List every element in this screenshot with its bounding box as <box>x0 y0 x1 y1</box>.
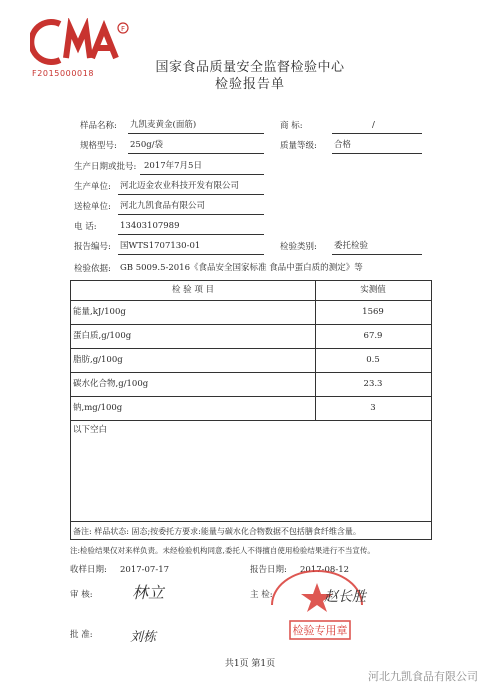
svg-text:刘栋: 刘栋 <box>130 630 157 645</box>
row-divider <box>71 521 431 522</box>
underline <box>128 153 264 154</box>
trademark-label: 商 标: <box>280 121 303 131</box>
report-date-label: 报告日期: <box>250 565 287 575</box>
underline <box>332 254 422 255</box>
basis-label: 检验依据: <box>74 264 111 274</box>
table-header-item: 检 验 项 目 <box>171 285 215 295</box>
report-date-value: 2017-08-12 <box>300 565 350 575</box>
table-row-item: 能量,kJ/100g <box>73 307 126 317</box>
basis-value: GB 5009.5-2016《食品安全国家标准 食品中蛋白质的测定》等 <box>120 263 363 273</box>
company-watermark: 河北九凯食品有限公司 <box>368 670 478 683</box>
document-title: 检验报告单 <box>214 77 285 92</box>
blank-note: 以下空白 <box>73 425 108 435</box>
underline <box>118 254 264 255</box>
table-row-value: 23.3 <box>363 379 383 389</box>
remark: 备注: 样品状态: 固态;按委托方要求:能量与碳水化合物数据不包括膳食纤维含量。 <box>73 527 361 536</box>
svg-text:检验专用章: 检验专用章 <box>292 624 348 637</box>
result-table <box>70 280 432 540</box>
phone-label: 电 话: <box>74 222 97 232</box>
inspection-type-label: 检验类别: <box>280 242 317 252</box>
receive-date-value: 2017-07-17 <box>120 565 170 575</box>
producer-label: 生产单位: <box>74 182 111 192</box>
table-row-item: 脂肪,g/100g <box>73 355 123 365</box>
production-date-value: 2017年7月5日 <box>144 161 202 171</box>
row-divider <box>71 300 431 301</box>
disclaimer-note: 注:检验结果仅对来样负责。未经检验机构同意,委托人不得擅自使用检验结果进行不当宣传。 <box>70 546 375 555</box>
grade-value: 合格 <box>334 140 352 150</box>
table-row-item: 蛋白质,g/100g <box>73 331 132 341</box>
table-row-value: 1569 <box>362 307 384 317</box>
inspection-type-value: 委托检验 <box>334 241 369 251</box>
production-date-label: 生产日期或批号: <box>74 162 137 172</box>
table-row-value: 0.5 <box>366 355 380 365</box>
phone-value: 13403107989 <box>120 221 180 231</box>
underline <box>332 153 422 154</box>
table-row-value: 3 <box>370 403 376 413</box>
row-divider <box>71 324 431 325</box>
report-number-label: 报告编号: <box>74 242 111 252</box>
page-indicator: 共1页 第1页 <box>224 659 276 669</box>
cma-registration-code: F2015000018 <box>32 69 95 78</box>
svg-text:赵长胜: 赵长胜 <box>324 589 366 605</box>
submitter-value: 河北九凯食品有限公司 <box>120 201 206 211</box>
review-label: 审 核: <box>70 590 93 600</box>
row-divider <box>71 420 431 421</box>
underline <box>332 133 422 134</box>
approve-signature <box>128 625 178 647</box>
spec-value: 250g/袋 <box>130 140 164 150</box>
sample-name-value: 九凯麦黄金(面筋) <box>130 120 197 130</box>
report-number-value: 国WTS1707130-01 <box>120 241 201 251</box>
svg-text:林立: 林立 <box>132 583 165 602</box>
table-row-item: 碳水化合物,g/100g <box>73 379 149 389</box>
underline <box>118 214 264 215</box>
table-header-value: 实测值 <box>360 285 386 295</box>
review-signature <box>130 580 178 604</box>
table-row-value: 67.9 <box>363 331 383 341</box>
producer-value: 河北迈金农业科技开发有限公司 <box>120 181 240 191</box>
underline <box>128 133 264 134</box>
column-divider <box>315 281 316 420</box>
submitter-label: 送检单位: <box>74 202 111 212</box>
spec-label: 规格型号: <box>80 141 117 151</box>
grade-label: 质量等级: <box>280 141 317 151</box>
trademark-value: / <box>372 120 375 130</box>
underline <box>140 174 264 175</box>
row-divider <box>71 396 431 397</box>
receive-date-label: 收样日期: <box>70 565 107 575</box>
underline <box>118 194 264 195</box>
sample-name-label: 样品名称: <box>80 121 117 131</box>
organization-title: 国家食品质量安全监督检验中心 <box>155 60 345 75</box>
row-divider <box>71 372 431 373</box>
chief-inspector-label: 主 检: <box>250 590 273 600</box>
approve-label: 批 准: <box>70 630 93 640</box>
underline <box>118 234 264 235</box>
table-row-item: 钠,mg/100g <box>73 403 123 413</box>
svg-text:F: F <box>120 25 126 33</box>
row-divider <box>71 348 431 349</box>
inspection-seal-stamp <box>262 565 372 645</box>
